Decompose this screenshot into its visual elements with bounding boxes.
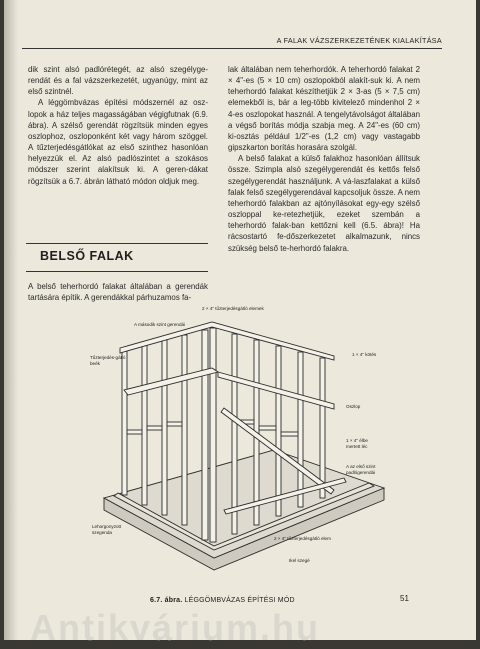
left-column bbox=[28, 64, 208, 187]
fire-stop-6 bbox=[281, 432, 298, 436]
label-second-floor-joists: A második szint gerendái bbox=[134, 322, 186, 327]
label-ribbon: 1 × 4" kötés bbox=[352, 352, 377, 357]
running-header bbox=[22, 36, 442, 49]
section-heading-bar bbox=[26, 243, 208, 272]
left-paragraph-2: A léggömbvázas építési módszernél az osz-lopok a ház teljes magasságában végigfutnak (6.9. ábra). A szélső gerendát rögzítsük minden egyes oszlophoz, oszloponként két vagy három szöggel. A tűzterjedésgátlókat az első szinthez hasonlóan helyezzük el. Az alsó padlószintet a szokásos módszer szerint alakítsuk ki. A geren-dákat rögzítsük a 6.7. ábrán látható módon oldjuk meg. bbox=[28, 98, 208, 186]
fire-stop-5 bbox=[259, 426, 276, 430]
book-page bbox=[4, 0, 476, 640]
stud-left-4 bbox=[182, 335, 187, 525]
label-anchored-sill: Lehorgonyzott szegenda bbox=[92, 524, 122, 535]
right-paragraph-2: A belső falakat a külső falakhoz hasonlóan állítsuk össze. Szimpla alsó szegélygerendát és kettős felső szegélygerendát használjunk. A vá-laszfalakat a külső falak felső szegélygerendával kapcsoljuk össze. A nem teherhordó falakban az ajtónyílásokat egy-egy szélső oszloppal ke-retezhetjük, ezeket szembán a teherhordó falak-ban kettőzni kell (6.5. ábra)! Ha rácsostartó fe-dőszerkezetet alkalmazunk, nincs szükség belső te-herhordó falakra. bbox=[228, 154, 420, 253]
stud-right-3 bbox=[276, 346, 281, 516]
fire-stop-3 bbox=[167, 422, 182, 426]
figure-caption-text: LÉGGÖMBVÁZAS ÉPÍTÉSI MÓD bbox=[184, 597, 295, 604]
label-brace: 1 × 4" élbe mertett léc bbox=[346, 438, 368, 449]
fire-stop-1 bbox=[127, 430, 142, 434]
watermark-text: Antikvárium.hu bbox=[30, 607, 321, 648]
label-fire-stop-left: Tűzterjedés-gátló beék bbox=[90, 355, 126, 366]
label-fire-stop-top: 2 × 4" tűzterjedésgátló elemek bbox=[202, 306, 264, 311]
label-post: Oszlop bbox=[346, 404, 361, 409]
framing-illustration bbox=[84, 300, 424, 600]
right-paragraph-1: lak általában nem teherhordók. A teherhordó falakat 2 × 4"-es (5 × 10 cm) oszlopokból alakít-suk ki. A nem teherhordó falakat készíthetjük 2 × 3-as (5 × 7,5 cm) elemekből is, bár a leg-több kivitelező mindenhol 2 × 4-es oszlopokat használ. A tengelytávolságot általában a végső borítás módja szabja meg. A 24"-es (60 cm) ki-osztás például 1/2"-es (1,2 cm) vagy vastagabb gipszkarton borítás horasára szolgál. bbox=[228, 65, 420, 153]
stud-left-2 bbox=[142, 345, 147, 505]
corner-post bbox=[202, 330, 208, 540]
right-column bbox=[228, 64, 420, 254]
balloon-frame-figure bbox=[84, 300, 424, 600]
fire-stop-2 bbox=[147, 426, 162, 430]
figure-caption bbox=[150, 597, 295, 604]
stud-left-1 bbox=[122, 350, 127, 495]
corner-post-2 bbox=[210, 328, 216, 542]
label-sill-bottom: Ikel szegé bbox=[289, 558, 310, 563]
stud-right-1 bbox=[232, 334, 237, 534]
running-header-text: A FALAK VÁZSZERKEZETÉNEK KIALAKÍTÁSA bbox=[276, 36, 442, 45]
left-paragraph-1: dik szint alsó padlórétegét, az alsó szegélyge-rendát és a fal vázszerkezetét, ugyanúgy, mint az első szintnél. bbox=[28, 65, 208, 97]
stud-left-3 bbox=[162, 340, 167, 515]
section-intro-text: A belső teherhordó falakat általában a gerendák tartására építik. A gerendákkal párhuzamos fa- bbox=[28, 282, 208, 303]
page-number: 51 bbox=[400, 594, 409, 603]
label-fire-stop-bottom: 2 × 4" tűzterjedésgátló elem bbox=[274, 536, 331, 541]
stud-right-5 bbox=[320, 358, 325, 498]
label-first-floor-joists: A az első szint padlógerendái bbox=[346, 464, 376, 475]
stud-right-4 bbox=[298, 352, 303, 507]
figure-caption-number: 6.7. ábra. bbox=[150, 597, 183, 604]
section-title: BELSŐ FALAK bbox=[40, 249, 134, 263]
